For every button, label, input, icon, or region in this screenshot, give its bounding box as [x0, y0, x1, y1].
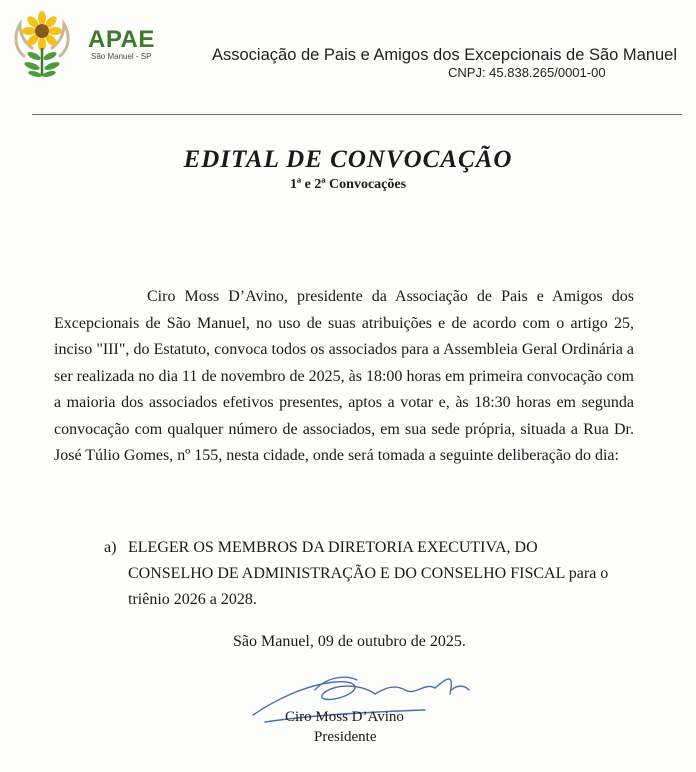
document-subtitle: 1ª e 2ª Convocações — [289, 177, 407, 192]
agenda-item-marker: a) — [104, 539, 117, 556]
apae-logo — [10, 10, 74, 80]
cnpj: CNPJ: 45.838.265/0001-00 — [448, 65, 606, 80]
organization-name: Associação de Pais e Amigos dos Excepcionais de São Manuel — [212, 46, 678, 64]
signer-name: Ciro Moss D’Avino — [285, 709, 404, 725]
logo-wordmark — [88, 27, 155, 61]
agenda-item-text: ELEGER OS MEMBROS DA DIRETORIA EXECUTIVA, DO CONSELHO DE ADMINISTRAÇÃO E DO CONSELHO FISCAL para o triênio 2026 a 2028. — [128, 539, 609, 608]
agenda-item — [104, 535, 624, 613]
logo-name: APAE — [88, 26, 155, 53]
document-date: São Manuel, 09 de outubro de 2025. — [233, 633, 466, 650]
sunflower-hands-icon — [10, 10, 74, 80]
body-paragraph: Ciro Moss D’Avino, presidente da Associação de Pais e Amigos dos Excepcionais de São Manuel, no uso de suas atribuições e de acordo com o artigo 25, inciso "III", do Estatuto, convoca todos os associados para a Assembleia Geral Ordinária a ser realizada no dia 11 de novembro de 2025, às 18:00 horas em primeira convocação com a maioria dos associados efetivos presentes, aptos a votar e, às 18:30 horas em segunda convocação com qualquer número de associados, em sua sede própria, situada a Rua Dr. José Túlio Gomes, nº 155, nesta cidade, onde será tomada a seguinte deliberação do dia: — [54, 288, 634, 464]
document-title: EDITAL DE CONVOCAÇÃO — [183, 146, 513, 173]
logo-location: São Manuel - SP — [91, 52, 152, 61]
header-divider — [32, 114, 682, 115]
signer-role: Presidente — [314, 729, 377, 745]
